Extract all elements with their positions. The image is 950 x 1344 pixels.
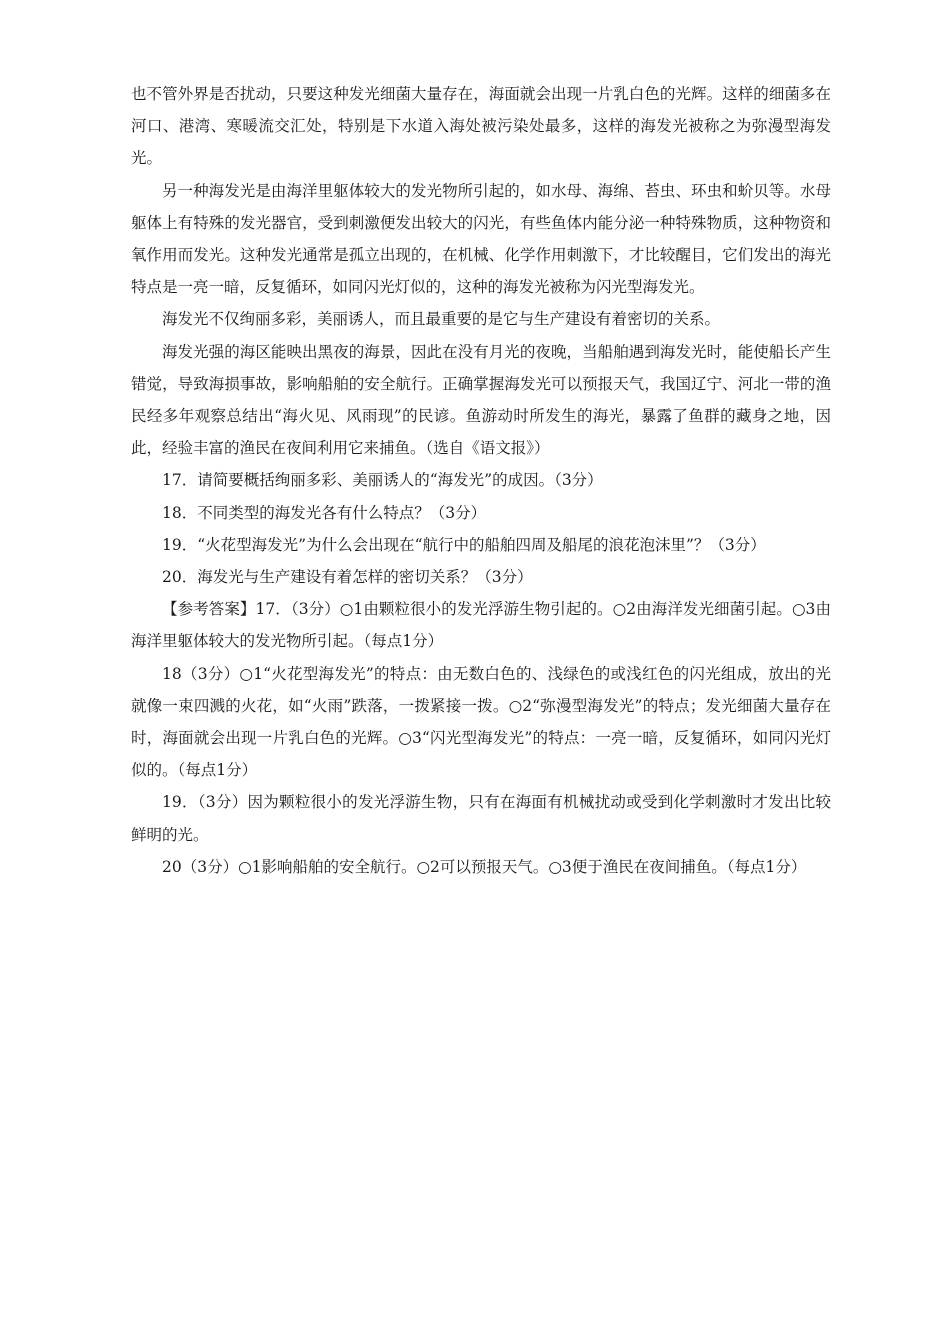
paragraph-diffuse-bioluminescence: 也不管外界是否扰动，只要这种发光细菌大量存在，海面就会出现一片乳白色的光辉。这样的细菌多在河口、港湾、寒暖流交汇处，特别是下水道入海处被污染处最多，这样的海发光被称之为弥漫型海发光。 <box>131 85 831 168</box>
answer-20: 20（3分）○1影响船舶的安全航行。○2可以预报天气。○3便于渔民在夜间捕鱼。（每点1分） <box>162 857 807 876</box>
answer-17: 【参考答案】17．（3分）○1由颗粒很小的发光浮游生物引起的。○2由海洋发光细菌引起。○3由海洋里躯体较大的发光物所引起。（每点1分） <box>131 600 831 651</box>
paragraph-production-relation: 海发光强的海区能映出黑夜的海景，因此在没有月光的夜晚，当船舶遇到海发光时，能使船长产生错觉，导致海损事故，影响船舶的安全航行。正确掌握海发光可以预报天气，我国辽宁、河北一带的渔民经多年观察总结出“海火见、风雨现”的民谚。鱼游动时所发生的海光，暴露了鱼群的藏身之地，因此，经验丰富的渔民在夜间利用它来捕鱼。（选自《语文报》） <box>131 342 831 458</box>
answer-18: 18（3分）○1“火花型海发光”的特点：由无数白色的、浅绿色的或浅红色的闪光组成，放出的光就像一束四溅的火花，如“火雨”跌落，一拨紧接一拨。○2“弥漫型海发光”的特点；发光细菌大量存在时，海面就会出现一片乳白色的光辉。○3“闪光型海发光”的特点：一亮一暗，反复循环，如同闪光灯似的。（每点1分） <box>131 664 831 780</box>
question-18: 18．不同类型的海发光各有什么特点？（3分） <box>162 503 487 522</box>
paragraph-importance: 海发光不仅绚丽多彩，美丽诱人，而且最重要的是它与生产建设有着密切的关系。 <box>162 310 721 329</box>
question-19: 19．“火花型海发光”为什么会出现在“航行中的船舶四周及船尾的浪花泡沫里”？（3分） <box>162 535 766 554</box>
question-20: 20．海发光与生产建设有着怎样的密切关系？（3分） <box>162 568 533 587</box>
document-body <box>131 78 831 883</box>
question-17: 17．请简要概括绚丽多彩、美丽诱人的“海发光”的成因。（3分） <box>162 471 603 490</box>
paragraph-flash-bioluminescence: 另一种海发光是由海洋里躯体较大的发光物所引起的，如水母、海绵、苔虫、环虫和蚧贝等。水母躯体上有特殊的发光器官，受到刺激便发出较大的闪光，有些鱼体内能分泌一种特殊物质，这种物资和氧作用而发光。这种发光通常是孤立出现的，在机械、化学作用刺激下，才比较醒目，它们发出的海光特点是一亮一暗，反复循环，如同闪光灯似的，这种的海发光被称为闪光型海发光。 <box>131 181 831 297</box>
answer-19: 19．（3分）因为颗粒很小的发光浮游生物，只有在海面有机械扰动或受到化学刺激时才发出比较鲜明的光。 <box>131 793 831 844</box>
